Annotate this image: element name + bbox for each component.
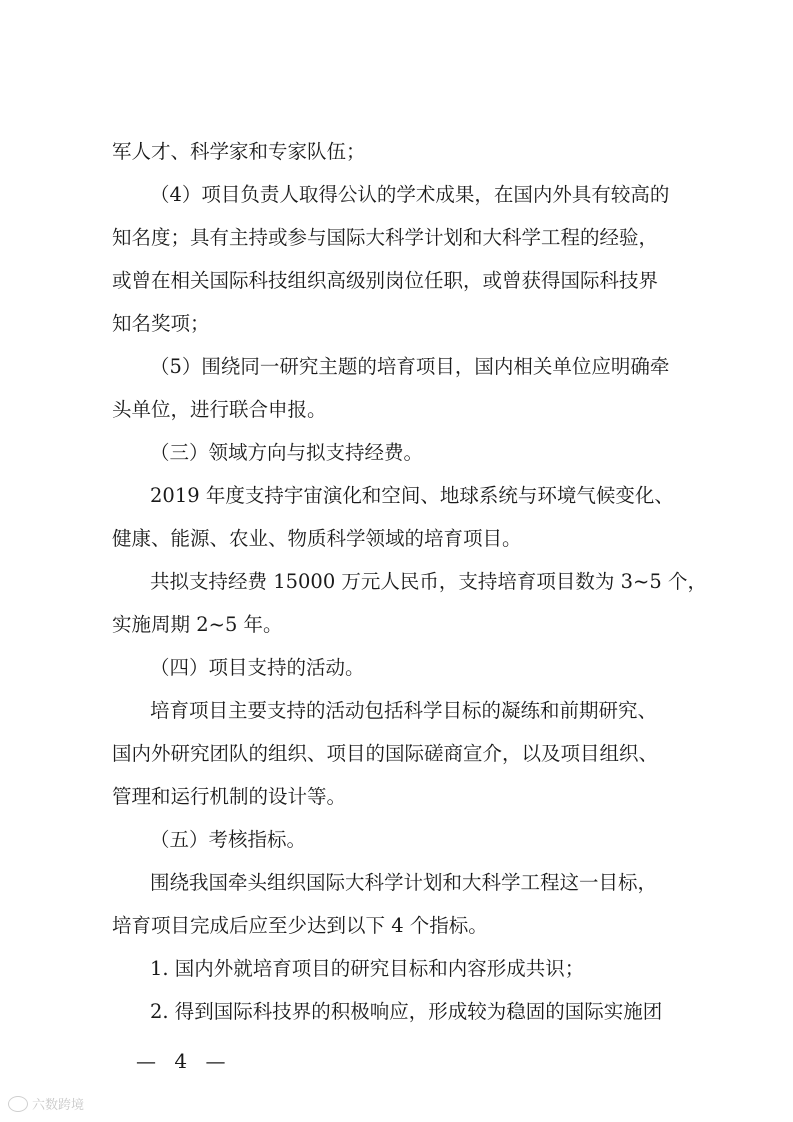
text-line: 1. 国内外就培育项目的研究目标和内容形成共识； — [150, 957, 585, 980]
text-line: 培育项目完成后应至少达到以下 4 个指标。 — [112, 914, 488, 937]
watermark — [8, 1094, 84, 1113]
watermark-logo-icon — [8, 1096, 28, 1112]
text-line: 健康、能源、农业、物质科学领域的培育项目。 — [112, 527, 522, 550]
text-line: 培育项目主要支持的活动包括科学目标的凝练和前期研究、 — [150, 699, 658, 722]
text-line: 军人才、科学家和专家队伍； — [112, 140, 366, 163]
page-number: — 4 — — [136, 1049, 232, 1073]
text-line: 实施周期 2~5 年。 — [112, 613, 283, 636]
text-line: （5）围绕同一研究主题的培育项目，国内相关单位应明确牵 — [150, 355, 670, 378]
watermark-text: 六数跨境 — [32, 1098, 85, 1113]
text-line: 头单位，进行联合申报。 — [112, 398, 327, 421]
text-line: 国内外研究团队的组织、项目的国际磋商宣介，以及项目组织、 — [112, 742, 659, 765]
text-line: 围绕我国牵头组织国际大科学计划和大科学工程这一目标， — [150, 871, 658, 894]
text-line: 或曾在相关国际科技组织高级别岗位任职，或曾获得国际科技界 — [112, 269, 659, 292]
text-line: 知名度；具有主持或参与国际大科学计划和大科学工程的经验， — [112, 226, 659, 249]
text-line: 共拟支持经费 15000 万元人民币，支持培育项目数为 3~5 个， — [150, 570, 707, 593]
text-line: 2019 年度支持宇宙演化和空间、地球系统与环境气候变化、 — [150, 484, 674, 507]
text-line: 2. 得到国际科技界的积极响应，形成较为稳固的国际实施团 — [150, 1000, 663, 1023]
text-line: （4）项目负责人取得公认的学术成果，在国内外具有较高的 — [150, 183, 670, 206]
section-heading: （三）领域方向与拟支持经费。 — [150, 441, 424, 464]
section-heading: （五）考核指标。 — [150, 828, 307, 851]
text-line: 知名奖项； — [112, 312, 210, 335]
section-heading: （四）项目支持的活动。 — [150, 656, 365, 679]
text-line: 管理和运行机制的设计等。 — [112, 785, 347, 808]
